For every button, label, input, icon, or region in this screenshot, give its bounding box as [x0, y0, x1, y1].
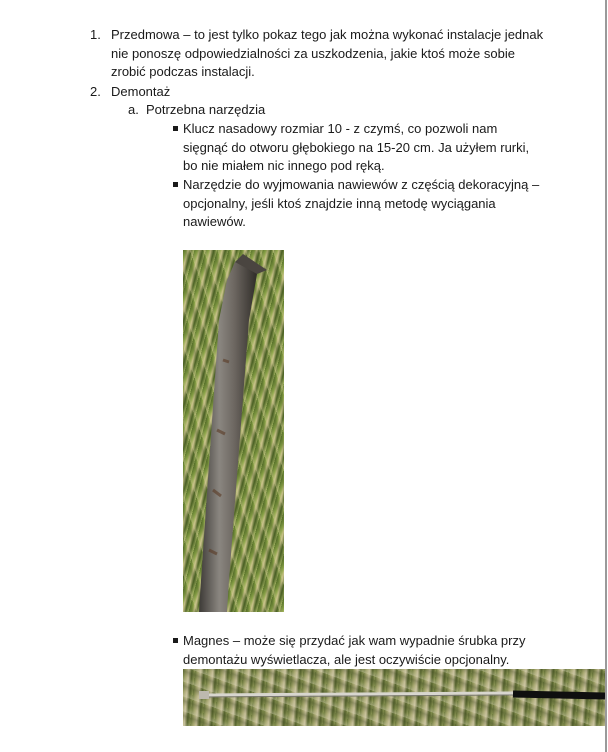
sublist-text: Potrzebna narzędzia	[146, 102, 266, 117]
list-text: Demontaż	[111, 84, 171, 99]
bullet-icon	[173, 638, 178, 643]
vent-removal-tool-photo	[183, 250, 284, 612]
list-number: 2.	[90, 84, 101, 99]
list-number: 1.	[90, 27, 101, 42]
bullet-icon	[173, 126, 178, 131]
bullet-text: Magnes – może się przydać jak wam wypadnie śrubka przy demontażu wyświetlacza, ale jest oczywiście opcjonalny.	[183, 633, 526, 667]
bullet-icon	[173, 182, 178, 187]
magnet-tool-photo	[183, 669, 605, 726]
bullet-text: Klucz nasadowy rozmiar 10 - z czymś, co pozwoli nam sięgnąć do otworu głębokiego na 15-20 cm. Ja użyłem rurki, bo nie miałem nic innego pod ręką.	[183, 121, 530, 173]
sublist-letter: a.	[128, 102, 139, 117]
list-text: Przedmowa – to jest tylko pokaz tego jak można wykonać instalacje jednak nie ponoszę odpowiedzialności za uszkodzenia, jakie ktoś może sobie zrobić podczas instalacji.	[111, 27, 544, 79]
bullet-text: Narzędzie do wyjmowania nawiewów z częścią dekoracyjną – opcjonalny, jeśli ktoś znajdzie inną metodę wyciągania nawiewów.	[183, 177, 540, 229]
